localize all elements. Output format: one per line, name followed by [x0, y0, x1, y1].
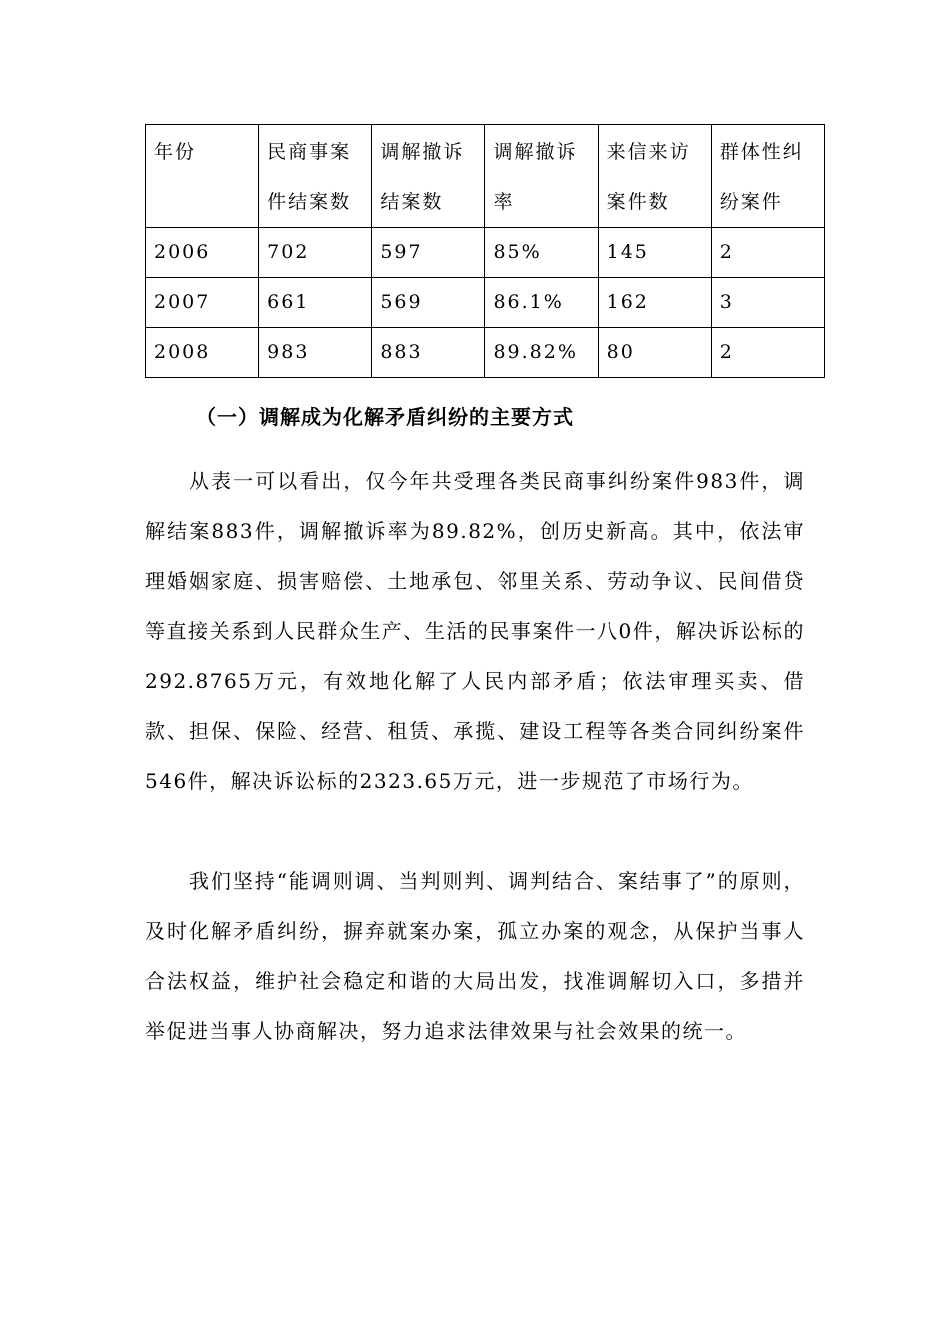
table-cell: 2008	[146, 328, 259, 378]
table-cell: 89.82%	[485, 328, 598, 378]
header-label: 年份	[154, 141, 197, 163]
body-paragraph: 从表一可以看出，仅今年共受理各类民商事纠纷案件983件，调解结案883件，调解撤诉率为89.82%，创历史新高。其中，依法审理婚姻家庭、损害赔偿、土地承包、邻里关系、劳动争议、民间借贷等直接关系到人民群众生产、生活的民事案件一八0件，解决诉讼标的292.8765万元，有效地化解了人民内部矛盾；依法审理买卖、借款、担保、保险、经营、租赁、承揽、建设工程等各类合同纠纷案件546件，解决诉讼标的2323.65万元，进一步规范了市场行为。	[145, 469, 805, 793]
header-label: 调解撤诉率	[493, 141, 578, 213]
header-year	[146, 125, 259, 228]
table-cell: 569	[372, 278, 485, 328]
table-cell: 597	[372, 228, 485, 278]
table-row	[146, 328, 825, 378]
table-cell: 3	[711, 278, 824, 328]
table-cell: 2007	[146, 278, 259, 328]
header-civil-commercial-cases	[259, 125, 372, 228]
table-cell: 2	[711, 228, 824, 278]
header-group-dispute-cases	[711, 125, 824, 228]
header-label: 群体性纠纷案件	[719, 141, 804, 213]
header-mediation-withdrawal-cases	[372, 125, 485, 228]
table-cell: 85%	[485, 228, 598, 278]
table-header-row	[146, 125, 825, 228]
table-cell: 145	[598, 228, 711, 278]
table-row	[146, 278, 825, 328]
table-cell: 702	[259, 228, 372, 278]
header-mediation-withdrawal-rate	[485, 125, 598, 228]
table-cell: 2006	[146, 228, 259, 278]
header-petition-cases	[598, 125, 711, 228]
header-label: 来信来访案件数	[606, 141, 691, 213]
header-label: 调解撤诉结案数	[380, 141, 465, 213]
table-row	[146, 228, 825, 278]
table-cell: 2	[711, 328, 824, 378]
table-cell: 80	[598, 328, 711, 378]
table-cell: 883	[372, 328, 485, 378]
section-heading: （一）调解成为化解矛盾纠纷的主要方式	[196, 405, 574, 429]
table-cell: 86.1%	[485, 278, 598, 328]
header-label: 民商事案件结案数	[267, 141, 352, 213]
statistics-table	[145, 124, 825, 378]
body-paragraph: 我们坚持“能调则调、当判则判、调判结合、案结事了”的原则，及时化解矛盾纠纷，摒弃就案办案，孤立办案的观念，从保护当事人合法权益，维护社会稳定和谐的大局出发，找准调解切入口，多措并举促进当事人协商解决，努力追求法律效果与社会效果的统一。	[145, 869, 805, 1043]
table-cell: 661	[259, 278, 372, 328]
table-cell: 983	[259, 328, 372, 378]
table-cell: 162	[598, 278, 711, 328]
